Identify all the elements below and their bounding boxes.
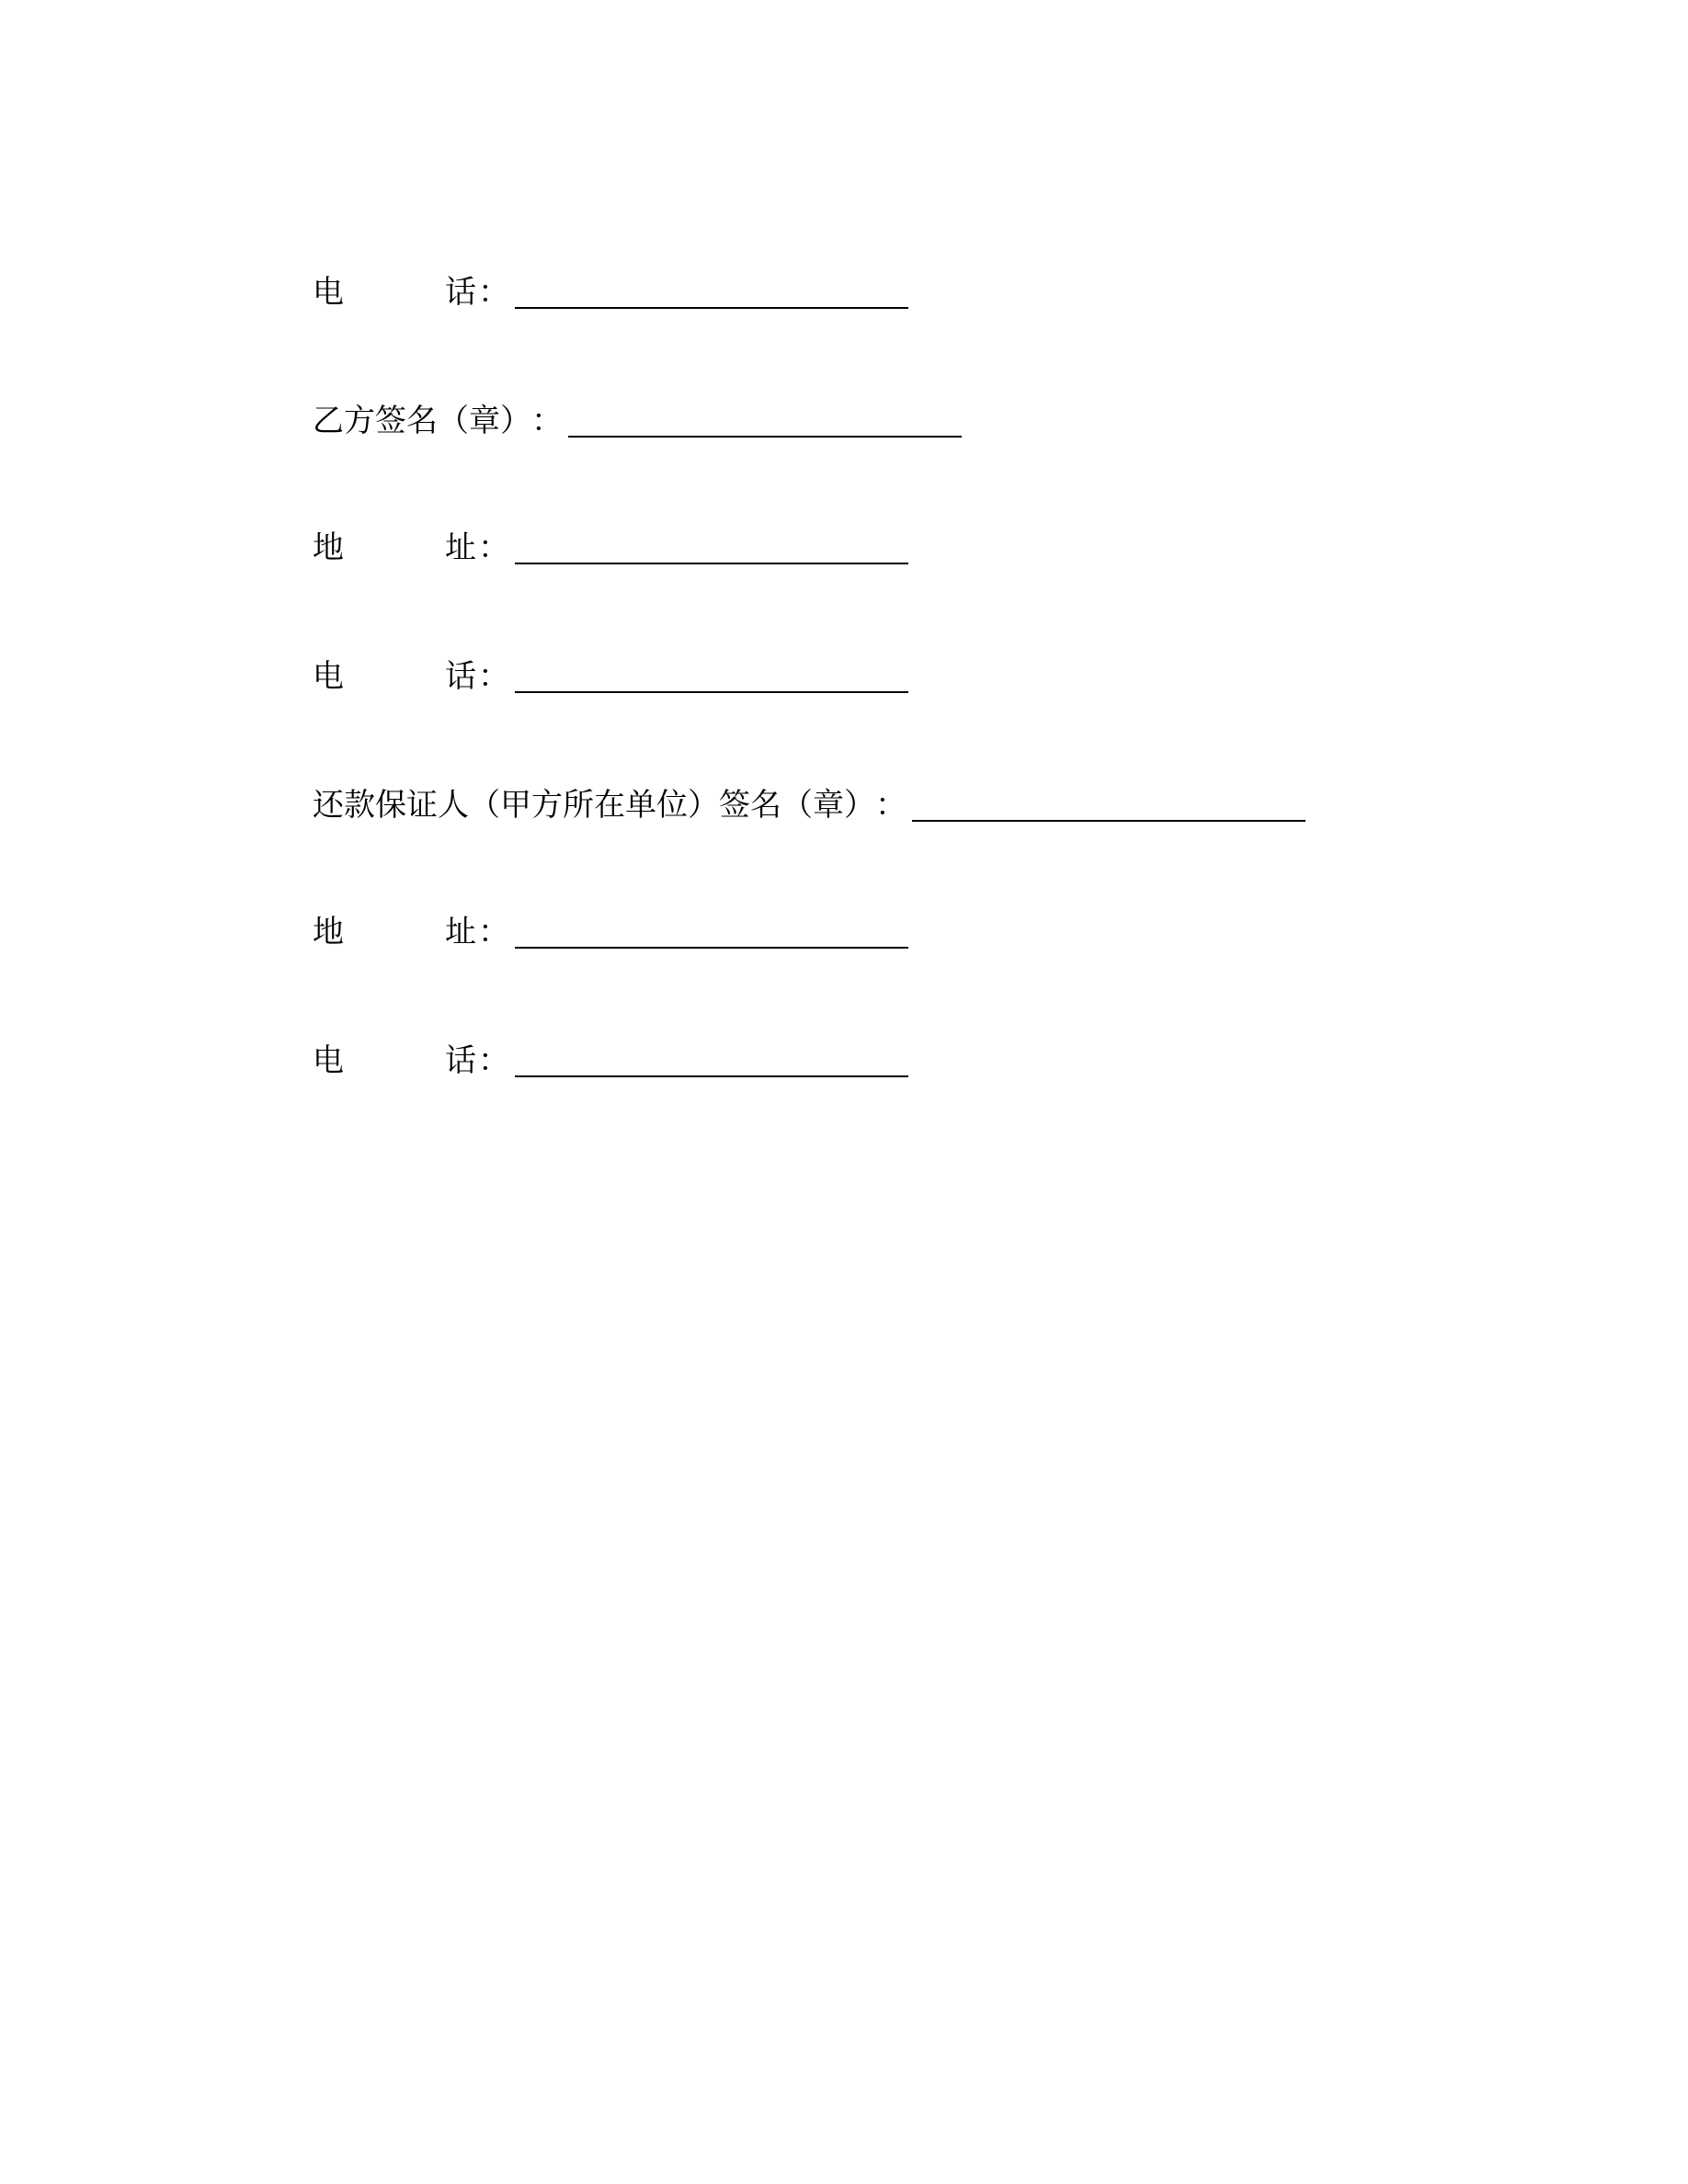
phone-blank-line[interactable] [515,307,908,309]
colon: ： [875,787,907,824]
label-char: 电 [313,274,344,311]
label-char: 地 [313,914,344,950]
address-field-party-b [313,511,908,566]
guarantor-signature-blank-line[interactable] [912,820,1306,822]
party-b-signature-label: 乙方签名（章） [313,403,531,439]
party-b-signature-field [313,384,962,439]
party-b-signature-blank-line[interactable] [568,436,962,438]
phone-label [313,1042,478,1079]
label-char: 电 [313,1042,344,1079]
phone-blank-line[interactable] [515,1075,908,1077]
phone-field-guarantor [313,1024,908,1079]
address-label [313,914,478,950]
address-blank-line[interactable] [515,563,908,564]
colon: ： [478,274,509,311]
label-char: 地 [313,529,344,566]
phone-field-party-a [313,256,908,311]
label-char: 址 [445,529,476,566]
phone-label [313,658,478,695]
colon: ： [478,914,509,950]
label-char: 址 [445,914,476,950]
phone-blank-line[interactable] [515,691,908,693]
address-blank-line[interactable] [515,947,908,949]
colon: ： [478,1042,509,1079]
label-char: 话 [445,274,476,311]
colon: ： [478,529,509,566]
address-label [313,529,478,566]
guarantor-signature-field [313,768,1306,824]
phone-field-party-b [313,640,908,695]
address-field-guarantor [313,895,908,950]
phone-label [313,274,478,311]
label-char: 电 [313,658,344,695]
label-char: 话 [445,1042,476,1079]
colon: ： [531,403,563,439]
label-char: 话 [445,658,476,695]
colon: ： [478,658,509,695]
guarantor-signature-label: 还款保证人（甲方所在单位）签名（章） [313,787,875,824]
